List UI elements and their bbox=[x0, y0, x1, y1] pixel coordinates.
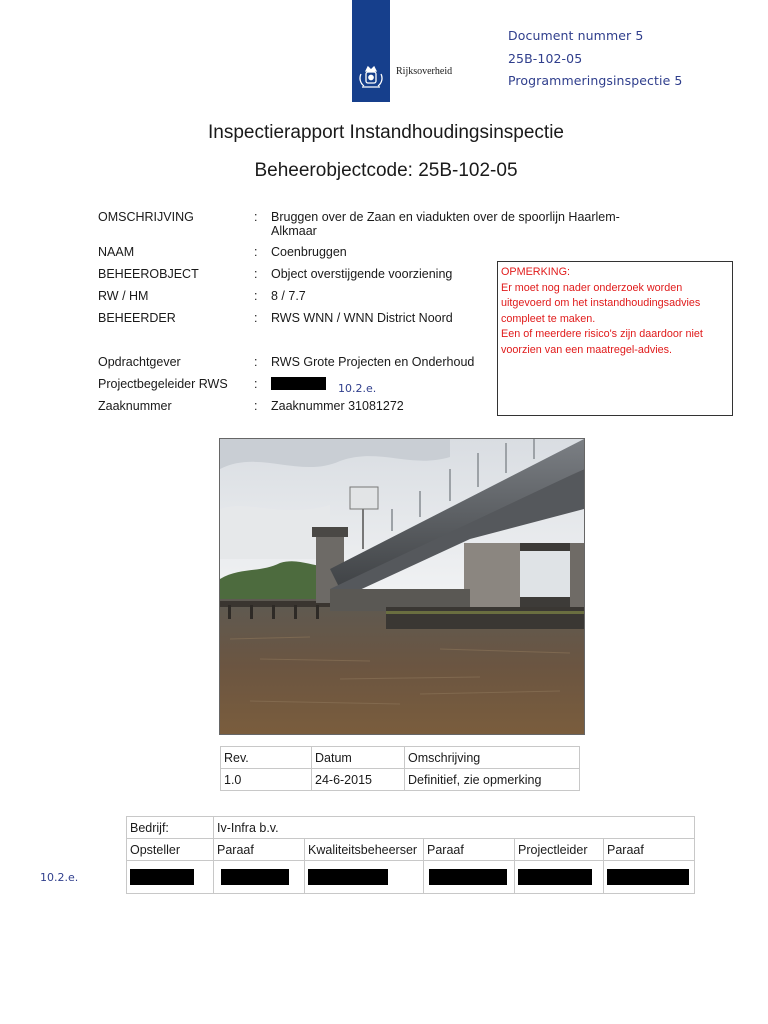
table-header-cell: Paraaf bbox=[604, 839, 695, 861]
stamp-code: 25B-102-05 bbox=[508, 51, 583, 66]
page-title: Inspectierapport Instandhoudingsinspectie bbox=[208, 122, 564, 143]
field-value-beheerobject: Object overstijgende voorziening bbox=[271, 267, 453, 281]
remark-line: Een of meerdere risico's zijn daardoor niet bbox=[501, 328, 703, 341]
bridge-photo-illustration bbox=[220, 439, 584, 734]
redaction-block bbox=[607, 869, 689, 885]
table-cell: 1.0 bbox=[221, 769, 312, 791]
bridge-photo bbox=[219, 438, 585, 735]
table-header-cell: Rev. bbox=[221, 747, 312, 769]
table-header-cell: Paraaf bbox=[214, 839, 305, 861]
field-label-naam: NAAM bbox=[98, 245, 135, 259]
company-value: Iv-Infra b.v. bbox=[214, 817, 695, 839]
field-label-zaaknummer: Zaaknummer bbox=[98, 399, 172, 413]
field-label-omschrijving: OMSCHRIJVING bbox=[98, 210, 194, 224]
field-label-rw-hm: RW / HM bbox=[98, 289, 149, 303]
field-value-naam: Coenbruggen bbox=[271, 245, 347, 259]
redaction-block bbox=[308, 869, 388, 885]
table-row bbox=[127, 817, 695, 839]
table-header-cell: Projectleider bbox=[515, 839, 604, 861]
signature-cell bbox=[424, 861, 515, 894]
colon: : bbox=[254, 245, 258, 259]
field-label-beheerder: BEHEERDER bbox=[98, 311, 176, 325]
signature-cell bbox=[305, 861, 424, 894]
page-subtitle: Beheerobjectcode: 25B-102-05 bbox=[254, 160, 518, 181]
table-cell: Definitief, zie opmerking bbox=[405, 769, 580, 791]
field-label-beheerobject: BEHEEROBJECT bbox=[98, 267, 199, 281]
revision-table bbox=[220, 746, 580, 791]
remark-line: Er moet nog nader onderzoek worden bbox=[501, 281, 683, 294]
table-row bbox=[127, 861, 695, 894]
field-label-projectbegeleider: Projectbegeleider RWS bbox=[98, 377, 228, 391]
field-label-opdrachtgever: Opdrachtgever bbox=[98, 355, 181, 369]
field-value-omschrijving-1: Bruggen over de Zaan en viadukten over de spoorlijn Haarlem- bbox=[271, 210, 620, 224]
colon: : bbox=[254, 289, 258, 303]
colon: : bbox=[254, 355, 258, 369]
field-value-beheerder: RWS WNN / WNN District Noord bbox=[271, 311, 453, 325]
logo-text: Rijksoverheid bbox=[396, 66, 453, 77]
stamp-document-number: Document nummer 5 bbox=[508, 28, 644, 43]
remark-line: voorzien van een maatregel-advies. bbox=[501, 343, 673, 356]
signature-cell bbox=[127, 861, 214, 894]
remark-line: compleet te maken. bbox=[501, 312, 596, 325]
colon: : bbox=[254, 399, 258, 413]
table-header-cell: Opsteller bbox=[127, 839, 214, 861]
redaction-block bbox=[271, 377, 326, 390]
table-header-cell: Kwaliteitsbeheerser bbox=[305, 839, 424, 861]
field-value-opdrachtgever: RWS Grote Projecten en Onderhoud bbox=[271, 355, 475, 369]
table-row bbox=[221, 747, 580, 769]
colon: : bbox=[254, 377, 258, 391]
remark-line: uitgevoerd om het instandhoudingsadvies bbox=[501, 297, 701, 310]
colon: : bbox=[254, 267, 258, 281]
remark-box bbox=[497, 261, 733, 416]
redaction-block bbox=[429, 869, 507, 885]
signature-cell bbox=[515, 861, 604, 894]
redaction-block bbox=[221, 869, 289, 885]
field-value-omschrijving-2: Alkmaar bbox=[271, 224, 317, 238]
colon: : bbox=[254, 311, 258, 325]
field-value-zaaknummer: Zaaknummer 31081272 bbox=[271, 399, 404, 413]
stamp-inspection: Programmeringsinspectie 5 bbox=[508, 73, 683, 88]
table-cell: 24-6-2015 bbox=[312, 769, 405, 791]
company-label: Bedrijf: bbox=[127, 817, 214, 839]
table-header-cell: Datum bbox=[312, 747, 405, 769]
colon: : bbox=[254, 210, 258, 224]
rijksoverheid-logo-bar bbox=[352, 0, 390, 102]
signature-table bbox=[126, 816, 695, 894]
table-row bbox=[221, 769, 580, 791]
field-value-rw-hm: 8 / 7.7 bbox=[271, 289, 306, 303]
table-header-cell: Paraaf bbox=[424, 839, 515, 861]
redaction-block bbox=[518, 869, 592, 885]
table-header-cell: Omschrijving bbox=[405, 747, 580, 769]
signature-cell bbox=[214, 861, 305, 894]
redaction-block bbox=[130, 869, 194, 885]
royal-crest-icon bbox=[356, 62, 386, 92]
signature-cell bbox=[604, 861, 695, 894]
redaction-code-projectbegeleider: 10.2.e. bbox=[338, 382, 377, 395]
remark-heading: OPMERKING: bbox=[501, 266, 570, 278]
table-row bbox=[127, 839, 695, 861]
margin-redaction-code: 10.2.e. bbox=[40, 871, 79, 884]
